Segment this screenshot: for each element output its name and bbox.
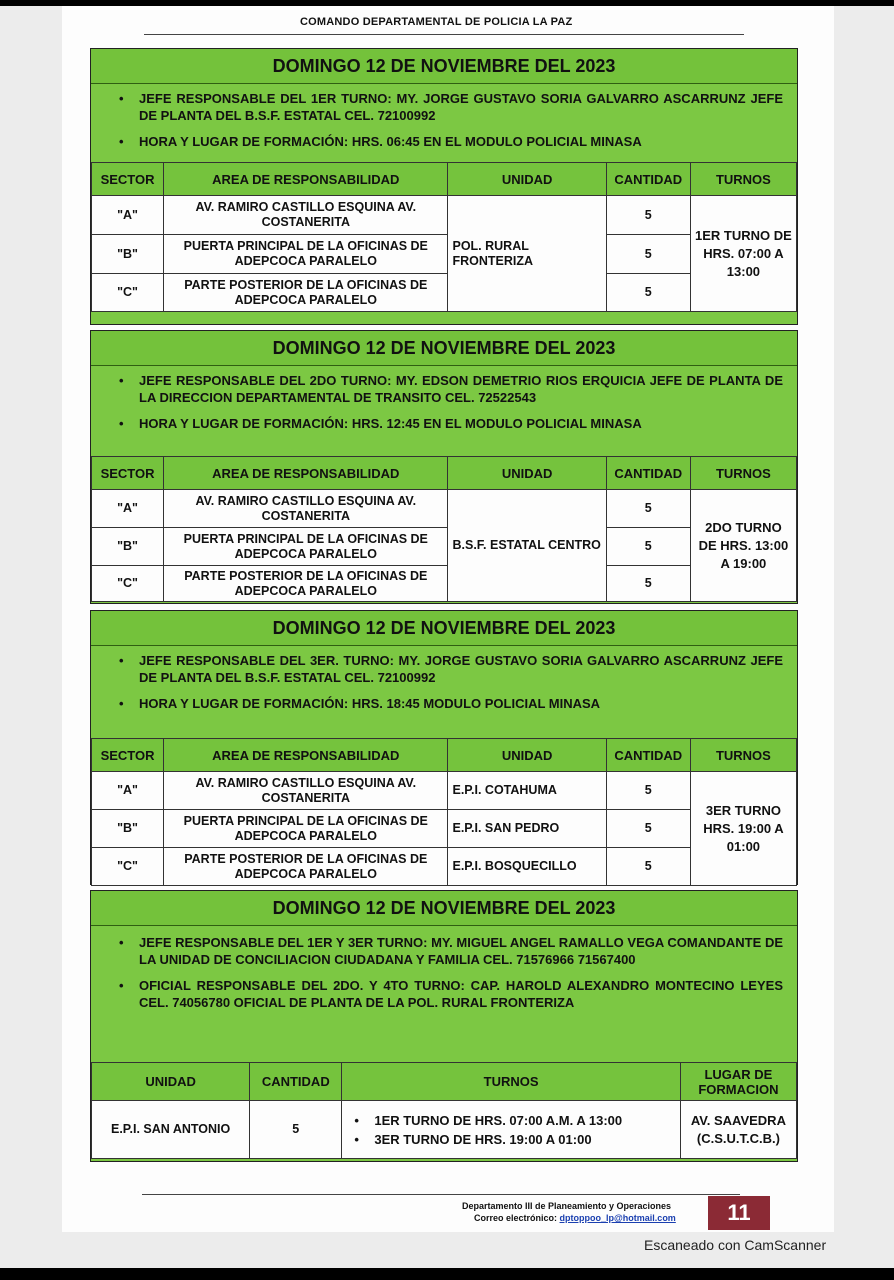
bullet-item: • JEFE RESPONSABLE DEL 1ER Y 3ER TURNO: MY. MIGUEL ANGEL RAMALLO VEGA COMANDANTE DE LA UNIDAD DE CONCILIACION CIUDADANA Y FAMILIA CEL. 71576966 71567400	[119, 934, 783, 968]
sector-cell: "B"	[92, 235, 164, 274]
bullet-list	[91, 366, 797, 456]
table-row	[92, 196, 797, 235]
turno-item: • 3ER TURNO DE HRS. 19:00 A 01:00	[354, 1131, 675, 1148]
block-title: DOMINGO 12 DE NOVIEMBRE DEL 2023	[91, 49, 797, 84]
area-cell: PUERTA PRINCIPAL DE LA OFICINAS DE ADEPCOCA PARALELO	[164, 810, 448, 848]
cantidad-cell: 5	[606, 566, 690, 602]
area-cell: PARTE POSTERIOR DE LA OFICINAS DE ADEPCOCA PARALELO	[164, 566, 448, 602]
schedule-table	[91, 1062, 797, 1159]
sector-cell: "A"	[92, 196, 164, 235]
area-cell: PUERTA PRINCIPAL DE LA OFICINAS DE ADEPCOCA PARALELO	[164, 235, 448, 274]
cantidad-cell: 5	[606, 528, 690, 566]
column-header-cantidad: CANTIDAD	[606, 457, 690, 490]
column-header-cantidad: CANTIDAD	[606, 739, 690, 772]
bullet-list	[91, 926, 797, 1062]
column-header-turnos: TURNOS	[690, 163, 796, 196]
footer-email-label: Correo electrónico:	[474, 1213, 558, 1223]
column-header-turnos: TURNOS	[342, 1063, 680, 1101]
column-header-cantidad: CANTIDAD	[250, 1063, 342, 1101]
block-title: DOMINGO 12 DE NOVIEMBRE DEL 2023	[91, 891, 797, 926]
column-header-area: AREA DE RESPONSABILIDAD	[164, 739, 448, 772]
bullet-item: • JEFE RESPONSABLE DEL 2DO TURNO: MY. EDSON DEMETRIO RIOS ERQUICIA JEFE DE PLANTA DE LA DIRECCION DEPARTAMENTAL DE TRANSITO CEL. 72522543	[119, 372, 783, 406]
area-cell: AV. RAMIRO CASTILLO ESQUINA AV. COSTANERITA	[164, 490, 448, 528]
area-cell: PUERTA PRINCIPAL DE LA OFICINAS DE ADEPCOCA PARALELO	[164, 528, 448, 566]
bullet-item: • JEFE RESPONSABLE DEL 1ER TURNO: MY. JORGE GUSTAVO SORIA GALVARRO ASCARRUNZ JEFE DE PLANTA DEL B.S.F. ESTATAL CEL. 72100992	[119, 90, 783, 124]
bullet-item: • HORA Y LUGAR DE FORMACIÓN: HRS. 06:45 EN EL MODULO POLICIAL MINASA	[119, 133, 783, 150]
table-row	[92, 772, 797, 810]
column-header-unidad: UNIDAD	[448, 163, 606, 196]
table-row	[92, 490, 797, 528]
sector-cell: "A"	[92, 772, 164, 810]
cantidad-cell: 5	[606, 274, 690, 312]
column-header-unidad: UNIDAD	[448, 739, 606, 772]
table-row	[92, 1101, 797, 1159]
unidad-cell: E.P.I. SAN ANTONIO	[92, 1101, 250, 1159]
bullet-list	[91, 646, 797, 738]
area-cell: AV. RAMIRO CASTILLO ESQUINA AV. COSTANERITA	[164, 196, 448, 235]
footer-email-line	[474, 1213, 676, 1223]
footer-email-link[interactable]: dptoppoo_lp@hotmail.com	[559, 1213, 676, 1223]
table-header-row	[92, 163, 797, 196]
sector-cell: "C"	[92, 566, 164, 602]
page-header: COMANDO DEPARTAMENTAL DE POLICIA LA PAZ	[300, 16, 573, 28]
footer-department: Departamento III de Planeamiento y Operaciones	[462, 1201, 672, 1211]
area-cell: PARTE POSTERIOR DE LA OFICINAS DE ADEPCOCA PARALELO	[164, 274, 448, 312]
cantidad-cell: 5	[606, 848, 690, 886]
cantidad-cell: 5	[606, 196, 690, 235]
sector-cell: "B"	[92, 810, 164, 848]
cantidad-cell: 5	[606, 772, 690, 810]
schedule-block-1	[90, 48, 798, 325]
bullet-item: • HORA Y LUGAR DE FORMACIÓN: HRS. 12:45 EN EL MODULO POLICIAL MINASA	[119, 415, 783, 432]
schedule-table	[91, 738, 797, 886]
unidad-cell: E.P.I. BOSQUECILLO	[448, 848, 606, 886]
sector-cell: "B"	[92, 528, 164, 566]
header-rule	[144, 34, 744, 35]
turno-cell: 1ER TURNO DE HRS. 07:00 A 13:00	[690, 196, 796, 312]
table-header-row	[92, 457, 797, 490]
schedule-block-3	[90, 610, 798, 885]
cantidad-cell: 5	[606, 490, 690, 528]
bullet-item: • OFICIAL RESPONSABLE DEL 2DO. Y 4TO TURNO: CAP. HAROLD ALEXANDRO MONTECINO LEYES CEL. 74056780 OFICIAL DE PLANTA DE LA POL. RURAL FRONTERIZA	[119, 977, 783, 1011]
unidad-cell: POL. RURAL FRONTERIZA	[448, 196, 606, 312]
sector-cell: "C"	[92, 848, 164, 886]
schedule-block-4	[90, 890, 798, 1162]
column-header-sector: SECTOR	[92, 739, 164, 772]
column-header-area: AREA DE RESPONSABILIDAD	[164, 163, 448, 196]
column-header-cantidad: CANTIDAD	[606, 163, 690, 196]
sector-cell: "A"	[92, 490, 164, 528]
column-header-sector: SECTOR	[92, 457, 164, 490]
bullet-item: • JEFE RESPONSABLE DEL 3ER. TURNO: MY. JORGE GUSTAVO SORIA GALVARRO ASCARRUNZ JEFE DE PLANTA DEL B.S.F. ESTATAL CEL. 72100992	[119, 652, 783, 686]
bullet-item: • HORA Y LUGAR DE FORMACIÓN: HRS. 18:45 MODULO POLICIAL MINASA	[119, 695, 783, 712]
schedule-block-2	[90, 330, 798, 604]
turno-item: • 1ER TURNO DE HRS. 07:00 A.M. A 13:00	[354, 1112, 675, 1129]
column-header-turnos: TURNOS	[690, 739, 796, 772]
bullet-list	[91, 84, 797, 162]
bottom-border	[0, 1268, 894, 1280]
table-header-row	[92, 739, 797, 772]
unidad-cell: B.S.F. ESTATAL CENTRO	[448, 490, 606, 602]
footer-rule	[142, 1194, 740, 1195]
column-header-area: AREA DE RESPONSABILIDAD	[164, 457, 448, 490]
block-title: DOMINGO 12 DE NOVIEMBRE DEL 2023	[91, 331, 797, 366]
schedule-table	[91, 456, 797, 602]
column-header-turnos: TURNOS	[690, 457, 796, 490]
sector-cell: "C"	[92, 274, 164, 312]
column-header-lugar: LUGAR DE FORMACION	[680, 1063, 796, 1101]
cantidad-cell: 5	[606, 235, 690, 274]
table-header-row	[92, 1063, 797, 1101]
scanner-watermark: Escaneado con CamScanner	[644, 1237, 827, 1253]
cantidad-cell: 5	[250, 1101, 342, 1159]
block-title: DOMINGO 12 DE NOVIEMBRE DEL 2023	[91, 611, 797, 646]
turno-cell: 2DO TURNO DE HRS. 13:00 A 19:00	[690, 490, 796, 602]
turnos-cell	[342, 1101, 680, 1159]
column-header-unidad: UNIDAD	[448, 457, 606, 490]
lugar-cell: AV. SAAVEDRA (C.S.U.T.C.B.)	[680, 1101, 796, 1159]
turno-cell: 3ER TURNO HRS. 19:00 A 01:00	[690, 772, 796, 886]
cantidad-cell: 5	[606, 810, 690, 848]
column-header-unidad: UNIDAD	[92, 1063, 250, 1101]
page-number: 11	[708, 1196, 770, 1230]
schedule-table	[91, 162, 797, 312]
column-header-sector: SECTOR	[92, 163, 164, 196]
unidad-cell: E.P.I. SAN PEDRO	[448, 810, 606, 848]
area-cell: PARTE POSTERIOR DE LA OFICINAS DE ADEPCOCA PARALELO	[164, 848, 448, 886]
unidad-cell: E.P.I. COTAHUMA	[448, 772, 606, 810]
area-cell: AV. RAMIRO CASTILLO ESQUINA AV. COSTANERITA	[164, 772, 448, 810]
